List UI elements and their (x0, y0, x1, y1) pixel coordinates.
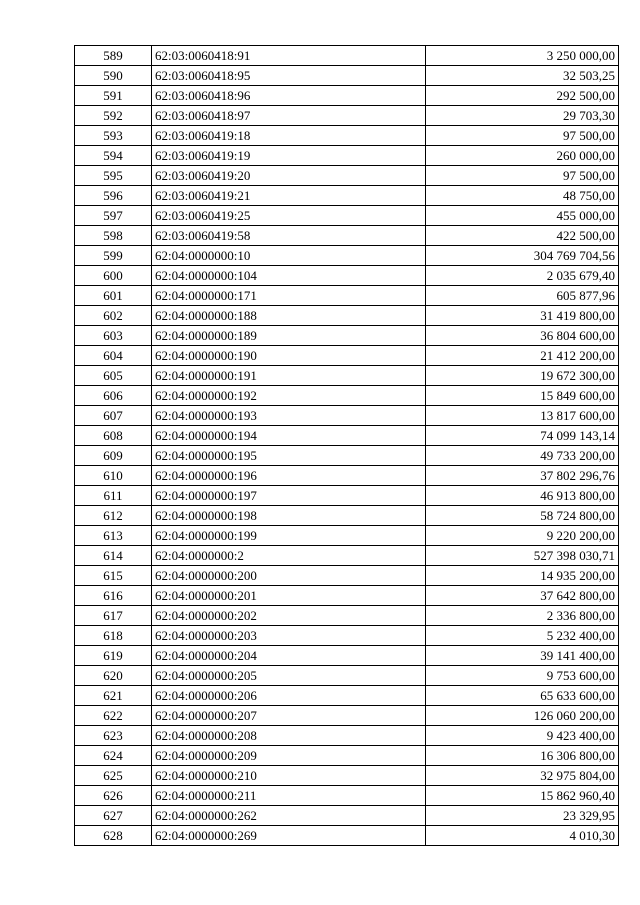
cadastral-number-cell: 62:03:0060418:96 (152, 86, 426, 106)
table-row (75, 306, 619, 326)
row-number-cell: 626 (75, 786, 152, 806)
cadastral-value-cell: 37 802 296,76 (426, 466, 619, 486)
row-number-cell: 604 (75, 346, 152, 366)
cadastral-value-cell: 58 724 800,00 (426, 506, 619, 526)
row-number-cell: 599 (75, 246, 152, 266)
table-row (75, 486, 619, 506)
cadastral-value-cell: 9 753 600,00 (426, 666, 619, 686)
cadastral-number-cell: 62:03:0060418:97 (152, 106, 426, 126)
row-number-cell: 598 (75, 226, 152, 246)
row-number-cell: 591 (75, 86, 152, 106)
table-row (75, 546, 619, 566)
table-row (75, 246, 619, 266)
row-number-cell: 595 (75, 166, 152, 186)
cadastral-value-cell: 37 642 800,00 (426, 586, 619, 606)
cadastral-value-cell: 5 232 400,00 (426, 626, 619, 646)
table-row (75, 366, 619, 386)
cadastral-value-cell: 422 500,00 (426, 226, 619, 246)
cadastral-value-cell: 4 010,30 (426, 826, 619, 846)
cadastral-number-cell: 62:04:0000000:203 (152, 626, 426, 646)
cadastral-number-cell: 62:04:0000000:196 (152, 466, 426, 486)
table-row (75, 446, 619, 466)
table-row (75, 706, 619, 726)
table-row (75, 826, 619, 846)
row-number-cell: 610 (75, 466, 152, 486)
row-number-cell: 622 (75, 706, 152, 726)
cadastral-value-cell: 14 935 200,00 (426, 566, 619, 586)
row-number-cell: 593 (75, 126, 152, 146)
cadastral-number-cell: 62:04:0000000:202 (152, 606, 426, 626)
row-number-cell: 620 (75, 666, 152, 686)
cadastral-value-cell: 9 423 400,00 (426, 726, 619, 746)
row-number-cell: 612 (75, 506, 152, 526)
row-number-cell: 596 (75, 186, 152, 206)
table-row (75, 386, 619, 406)
cadastral-number-cell: 62:04:0000000:195 (152, 446, 426, 466)
cadastral-number-cell: 62:04:0000000:189 (152, 326, 426, 346)
row-number-cell: 611 (75, 486, 152, 506)
row-number-cell: 602 (75, 306, 152, 326)
table-row (75, 286, 619, 306)
table-row (75, 266, 619, 286)
cadastral-value-cell: 19 672 300,00 (426, 366, 619, 386)
cadastral-value-cell: 48 750,00 (426, 186, 619, 206)
cadastral-number-cell: 62:04:0000000:197 (152, 486, 426, 506)
row-number-cell: 628 (75, 826, 152, 846)
table-row (75, 86, 619, 106)
row-number-cell: 627 (75, 806, 152, 826)
table-row (75, 146, 619, 166)
cadastral-number-cell: 62:04:0000000:201 (152, 586, 426, 606)
cadastral-number-cell: 62:03:0060419:20 (152, 166, 426, 186)
table-row (75, 526, 619, 546)
cadastral-value-cell: 13 817 600,00 (426, 406, 619, 426)
cadastral-value-cell: 97 500,00 (426, 126, 619, 146)
row-number-cell: 592 (75, 106, 152, 126)
cadastral-value-cell: 21 412 200,00 (426, 346, 619, 366)
row-number-cell: 618 (75, 626, 152, 646)
cadastral-value-cell: 16 306 800,00 (426, 746, 619, 766)
row-number-cell: 601 (75, 286, 152, 306)
table-row (75, 186, 619, 206)
table-row (75, 406, 619, 426)
cadastral-number-cell: 62:04:0000000:191 (152, 366, 426, 386)
table-row (75, 206, 619, 226)
cadastral-number-cell: 62:04:0000000:207 (152, 706, 426, 726)
table-row (75, 426, 619, 446)
cadastral-number-cell: 62:04:0000000:208 (152, 726, 426, 746)
cadastral-value-cell: 2 336 800,00 (426, 606, 619, 626)
row-number-cell: 624 (75, 746, 152, 766)
row-number-cell: 597 (75, 206, 152, 226)
cadastral-value-cell: 15 862 960,40 (426, 786, 619, 806)
cadastral-value-cell: 49 733 200,00 (426, 446, 619, 466)
cadastral-value-table (74, 45, 619, 846)
row-number-cell: 609 (75, 446, 152, 466)
table-body (75, 46, 619, 846)
table-row (75, 666, 619, 686)
table-row (75, 166, 619, 186)
cadastral-value-cell: 32 975 804,00 (426, 766, 619, 786)
row-number-cell: 617 (75, 606, 152, 626)
cadastral-value-cell: 74 099 143,14 (426, 426, 619, 446)
cadastral-number-cell: 62:04:0000000:206 (152, 686, 426, 706)
table-row (75, 566, 619, 586)
row-number-cell: 589 (75, 46, 152, 66)
row-number-cell: 623 (75, 726, 152, 746)
cadastral-value-cell: 36 804 600,00 (426, 326, 619, 346)
cadastral-number-cell: 62:04:0000000:193 (152, 406, 426, 426)
row-number-cell: 615 (75, 566, 152, 586)
cadastral-number-cell: 62:04:0000000:211 (152, 786, 426, 806)
cadastral-value-cell: 3 250 000,00 (426, 46, 619, 66)
cadastral-number-cell: 62:03:0060418:95 (152, 66, 426, 86)
row-number-cell: 606 (75, 386, 152, 406)
row-number-cell: 619 (75, 646, 152, 666)
cadastral-value-cell: 9 220 200,00 (426, 526, 619, 546)
cadastral-number-cell: 62:03:0060419:19 (152, 146, 426, 166)
row-number-cell: 613 (75, 526, 152, 546)
row-number-cell: 625 (75, 766, 152, 786)
table-row (75, 586, 619, 606)
cadastral-number-cell: 62:04:0000000:171 (152, 286, 426, 306)
cadastral-value-cell: 126 060 200,00 (426, 706, 619, 726)
row-number-cell: 621 (75, 686, 152, 706)
cadastral-number-cell: 62:04:0000000:262 (152, 806, 426, 826)
cadastral-value-cell: 23 329,95 (426, 806, 619, 826)
row-number-cell: 608 (75, 426, 152, 446)
cadastral-number-cell: 62:04:0000000:204 (152, 646, 426, 666)
cadastral-number-cell: 62:04:0000000:199 (152, 526, 426, 546)
table-row (75, 346, 619, 366)
cadastral-value-cell: 527 398 030,71 (426, 546, 619, 566)
table-row (75, 66, 619, 86)
cadastral-value-cell: 31 419 800,00 (426, 306, 619, 326)
table-row (75, 786, 619, 806)
cadastral-value-cell: 39 141 400,00 (426, 646, 619, 666)
cadastral-number-cell: 62:04:0000000:198 (152, 506, 426, 526)
row-number-cell: 603 (75, 326, 152, 346)
cadastral-number-cell: 62:04:0000000:2 (152, 546, 426, 566)
cadastral-value-cell: 15 849 600,00 (426, 386, 619, 406)
cadastral-number-cell: 62:03:0060418:91 (152, 46, 426, 66)
row-number-cell: 614 (75, 546, 152, 566)
cadastral-number-cell: 62:03:0060419:25 (152, 206, 426, 226)
cadastral-number-cell: 62:04:0000000:209 (152, 746, 426, 766)
cadastral-number-cell: 62:03:0060419:18 (152, 126, 426, 146)
cadastral-value-cell: 65 633 600,00 (426, 686, 619, 706)
cadastral-number-cell: 62:03:0060419:58 (152, 226, 426, 246)
cadastral-number-cell: 62:04:0000000:205 (152, 666, 426, 686)
row-number-cell: 605 (75, 366, 152, 386)
cadastral-value-cell: 304 769 704,56 (426, 246, 619, 266)
cadastral-value-cell: 32 503,25 (426, 66, 619, 86)
cadastral-number-cell: 62:04:0000000:104 (152, 266, 426, 286)
cadastral-number-cell: 62:04:0000000:192 (152, 386, 426, 406)
table-row (75, 766, 619, 786)
table-row (75, 126, 619, 146)
cadastral-number-cell: 62:04:0000000:10 (152, 246, 426, 266)
cadastral-number-cell: 62:04:0000000:194 (152, 426, 426, 446)
row-number-cell: 590 (75, 66, 152, 86)
cadastral-value-cell: 292 500,00 (426, 86, 619, 106)
cadastral-value-cell: 455 000,00 (426, 206, 619, 226)
row-number-cell: 607 (75, 406, 152, 426)
cadastral-number-cell: 62:04:0000000:269 (152, 826, 426, 846)
table-row (75, 606, 619, 626)
table-row (75, 806, 619, 826)
cadastral-value-cell: 46 913 800,00 (426, 486, 619, 506)
table-row (75, 646, 619, 666)
row-number-cell: 616 (75, 586, 152, 606)
table-row (75, 226, 619, 246)
table-row (75, 106, 619, 126)
cadastral-value-cell: 2 035 679,40 (426, 266, 619, 286)
cadastral-number-cell: 62:04:0000000:190 (152, 346, 426, 366)
table-row (75, 326, 619, 346)
row-number-cell: 600 (75, 266, 152, 286)
cadastral-number-cell: 62:03:0060419:21 (152, 186, 426, 206)
cadastral-number-cell: 62:04:0000000:200 (152, 566, 426, 586)
table-row (75, 466, 619, 486)
table-row (75, 506, 619, 526)
table-row (75, 746, 619, 766)
cadastral-value-cell: 605 877,96 (426, 286, 619, 306)
table-row (75, 686, 619, 706)
table-row (75, 46, 619, 66)
row-number-cell: 594 (75, 146, 152, 166)
table-row (75, 626, 619, 646)
cadastral-number-cell: 62:04:0000000:188 (152, 306, 426, 326)
cadastral-number-cell: 62:04:0000000:210 (152, 766, 426, 786)
cadastral-value-cell: 260 000,00 (426, 146, 619, 166)
cadastral-value-cell: 97 500,00 (426, 166, 619, 186)
table-row (75, 726, 619, 746)
cadastral-value-cell: 29 703,30 (426, 106, 619, 126)
